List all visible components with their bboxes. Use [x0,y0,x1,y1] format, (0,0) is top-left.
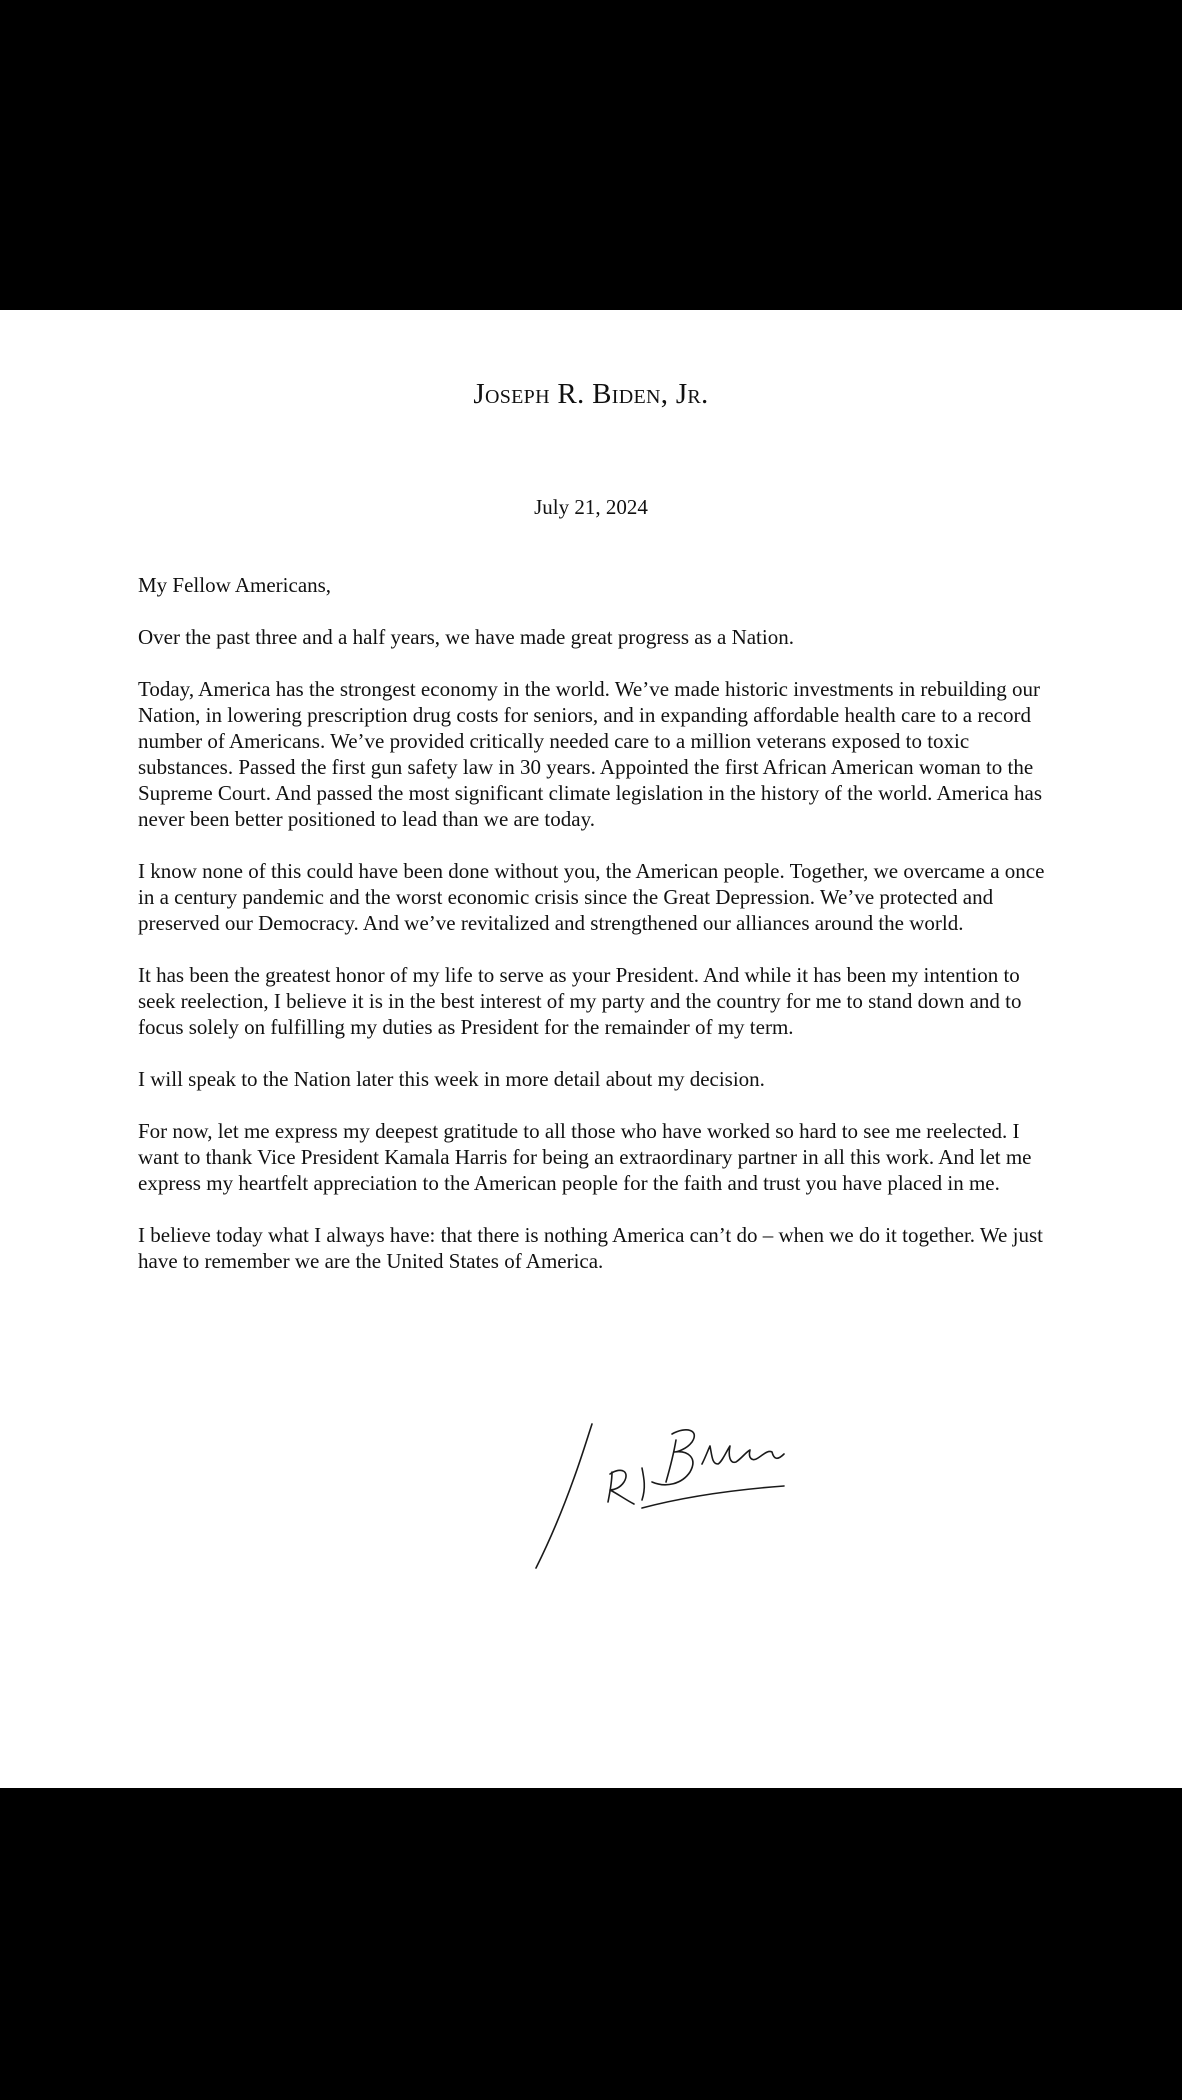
paragraph-4: It has been the greatest honor of my life to serve as your President. And while it has been my intention to seek reelection, I believe it is in the best interest of my party and the country for me to stand down and to focus solely on fulfilling my duties as President for the remainder of my term. [138,963,1022,1039]
signature [530,1416,840,1586]
letter-page [0,310,1182,1788]
bottom-black-band [0,1788,1182,2100]
salutation: My Fellow Americans, [138,573,332,597]
paragraph-5: I will speak to the Nation later this week in more detail about my decision. [138,1067,765,1091]
top-black-band [0,0,1182,310]
paragraph-7: I believe today what I always have: that there is nothing America can’t do – when we do it together. We just have to remember we are the United States of America. [138,1223,1043,1273]
paragraph-1: Over the past three and a half years, we have made great progress as a Nation. [138,625,794,649]
letter-body [138,572,1058,1300]
paragraph-6: For now, let me express my deepest gratitude to all those who have worked so hard to see me reelected. I want to thank Vice President Kamala Harris for being an extraordinary partner in all this work. And let me express my heartfelt appreciation to the American people for the faith and trust you have placed in me. [138,1119,1032,1195]
paragraph-2: Today, America has the strongest economy in the world. We’ve made historic investments in rebuilding our Nation, in lowering prescription drug costs for seniors, and in expanding affordable health care to a record number of Americans. We’ve provided critically needed care to a million veterans exposed to toxic substances. Passed the first gun safety law in 30 years. Appointed the first African American woman to the Supreme Court. And passed the most significant climate legislation in the history of the world. America has never been better positioned to lead than we are today. [138,677,1042,831]
letter-date: July 21, 2024 [534,495,648,519]
letterhead: Joseph R. Biden, Jr. [473,378,709,410]
paragraph-3: I know none of this could have been done without you, the American people. Together, we overcame a once in a century pandemic and the worst economic crisis since the Great Depression. We’ve protected and preserved our Democracy. And we’ve revitalized and strengthened our alliances around the world. [138,859,1045,935]
